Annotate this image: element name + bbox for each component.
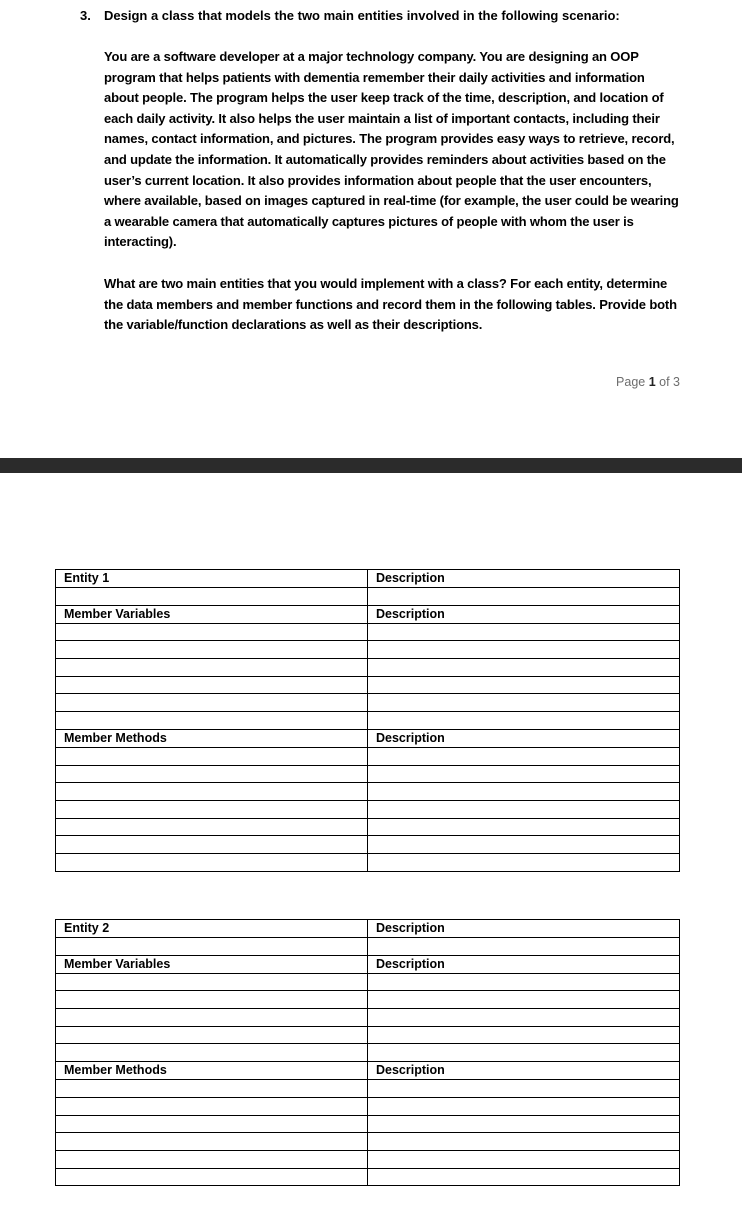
table-row [56,623,680,641]
blank-entry-cell[interactable] [56,818,368,836]
row-header-cell: Member Variables [56,605,368,623]
table-row [56,588,680,606]
question-block [80,6,680,336]
blank-entry-cell[interactable] [56,588,368,606]
page-number-total: 3 [673,375,680,389]
blank-entry-cell[interactable] [368,973,680,991]
description-header-cell: Description [368,729,680,747]
row-header-cell: Member Methods [56,1062,368,1080]
blank-entry-cell[interactable] [56,694,368,712]
description-header-cell: Description [368,955,680,973]
blank-entry-cell[interactable] [56,1080,368,1098]
blank-entry-cell[interactable] [368,641,680,659]
table-row [56,938,680,956]
row-header-cell: Entity 1 [56,570,368,588]
entity-2-table [55,919,680,1186]
row-header-cell: Member Variables [56,955,368,973]
question-heading [80,6,680,26]
page-number [616,375,680,389]
blank-entry-cell[interactable] [56,676,368,694]
blank-entry-cell[interactable] [368,783,680,801]
blank-entry-cell[interactable] [56,1168,368,1186]
blank-entry-cell[interactable] [56,836,368,854]
table-row [56,1097,680,1115]
blank-entry-cell[interactable] [368,1080,680,1098]
table-row [56,1009,680,1027]
blank-entry-cell[interactable] [368,694,680,712]
question-number: 3. [80,8,91,23]
blank-entry-cell[interactable] [56,623,368,641]
blank-entry-cell[interactable] [368,765,680,783]
table-row [56,1026,680,1044]
table-row [56,800,680,818]
table-row [56,712,680,730]
blank-entry-cell[interactable] [368,712,680,730]
blank-entry-cell[interactable] [56,1115,368,1133]
question-prompt: Design a class that models the two main entities involved in the following scenario: [104,8,620,23]
blank-entry-cell[interactable] [368,676,680,694]
table-row [56,836,680,854]
blank-entry-cell[interactable] [56,973,368,991]
blank-entry-cell[interactable] [368,818,680,836]
blank-entry-cell[interactable] [56,765,368,783]
table-row [56,765,680,783]
table-row [56,641,680,659]
blank-entry-cell[interactable] [56,747,368,765]
table-row [56,853,680,871]
blank-entry-cell[interactable] [368,836,680,854]
description-header-cell: Description [368,605,680,623]
blank-entry-cell[interactable] [368,1009,680,1027]
blank-entry-cell[interactable] [368,1044,680,1062]
table-row [56,818,680,836]
table-row [56,1168,680,1186]
blank-entry-cell[interactable] [56,1009,368,1027]
page-number-current: 1 [648,375,656,389]
row-header-cell: Entity 2 [56,920,368,938]
blank-entry-cell[interactable] [56,991,368,1009]
table-row [56,570,680,588]
blank-entry-cell[interactable] [56,800,368,818]
page-break-divider [0,458,742,473]
blank-entry-cell[interactable] [368,1150,680,1168]
description-header-cell: Description [368,1062,680,1080]
table-row [56,783,680,801]
table-row [56,955,680,973]
blank-entry-cell[interactable] [368,659,680,677]
entity-1-table [55,569,680,872]
blank-entry-cell[interactable] [56,783,368,801]
table-row [56,605,680,623]
blank-entry-cell[interactable] [368,1026,680,1044]
blank-entry-cell[interactable] [368,991,680,1009]
blank-entry-cell[interactable] [368,1168,680,1186]
blank-entry-cell[interactable] [368,938,680,956]
blank-entry-cell[interactable] [56,1026,368,1044]
row-header-cell: Member Methods [56,729,368,747]
table-row [56,747,680,765]
blank-entry-cell[interactable] [56,641,368,659]
table-row [56,1080,680,1098]
blank-entry-cell[interactable] [56,1097,368,1115]
table-row [56,920,680,938]
blank-entry-cell[interactable] [368,747,680,765]
task-paragraph: What are two main entities that you would implement with a class? For each entity, determine the data members and member functions and record them in the following tables. Provide both the variable/function declarations as well as their descriptions. [104,275,677,333]
blank-entry-cell[interactable] [368,1115,680,1133]
table-row [56,973,680,991]
blank-entry-cell[interactable] [56,659,368,677]
blank-entry-cell[interactable] [368,588,680,606]
blank-entry-cell[interactable] [56,938,368,956]
page-number-middle: of [655,375,674,389]
blank-entry-cell[interactable] [56,712,368,730]
table-row [56,676,680,694]
blank-entry-cell[interactable] [368,623,680,641]
table-row [56,729,680,747]
blank-entry-cell[interactable] [56,1044,368,1062]
table-row [56,1150,680,1168]
page-number-prefix: Page [616,375,649,389]
blank-entry-cell[interactable] [368,800,680,818]
blank-entry-cell[interactable] [368,1097,680,1115]
blank-entry-cell[interactable] [368,853,680,871]
scenario-paragraph: You are a software developer at a major technology company. You are designing an OOP program that helps patients with dementia remember their daily activities and information about people. The program helps the user keep track of the time, description, and location of each daily activity. It also helps the user maintain a list of important contacts, including their names, contact information, and pictures. The program provides easy ways to retrieve, record, and update the information. It automatically provides reminders about activities based on the user’s current location. It also provides information about people that the user encounters, where available, based on images captured in real-time (for example, the user could be wearing a wearable camera that automatically captures pictures of people with whom the user is interacting). [104,49,679,250]
table-row [56,659,680,677]
blank-entry-cell[interactable] [56,1150,368,1168]
blank-entry-cell[interactable] [56,853,368,871]
table-row [56,694,680,712]
table-row [56,1115,680,1133]
table-row [56,991,680,1009]
description-header-cell: Description [368,570,680,588]
blank-entry-cell[interactable] [368,1133,680,1151]
description-header-cell: Description [368,920,680,938]
table-row [56,1062,680,1080]
blank-entry-cell[interactable] [56,1133,368,1151]
table-row [56,1133,680,1151]
table-row [56,1044,680,1062]
